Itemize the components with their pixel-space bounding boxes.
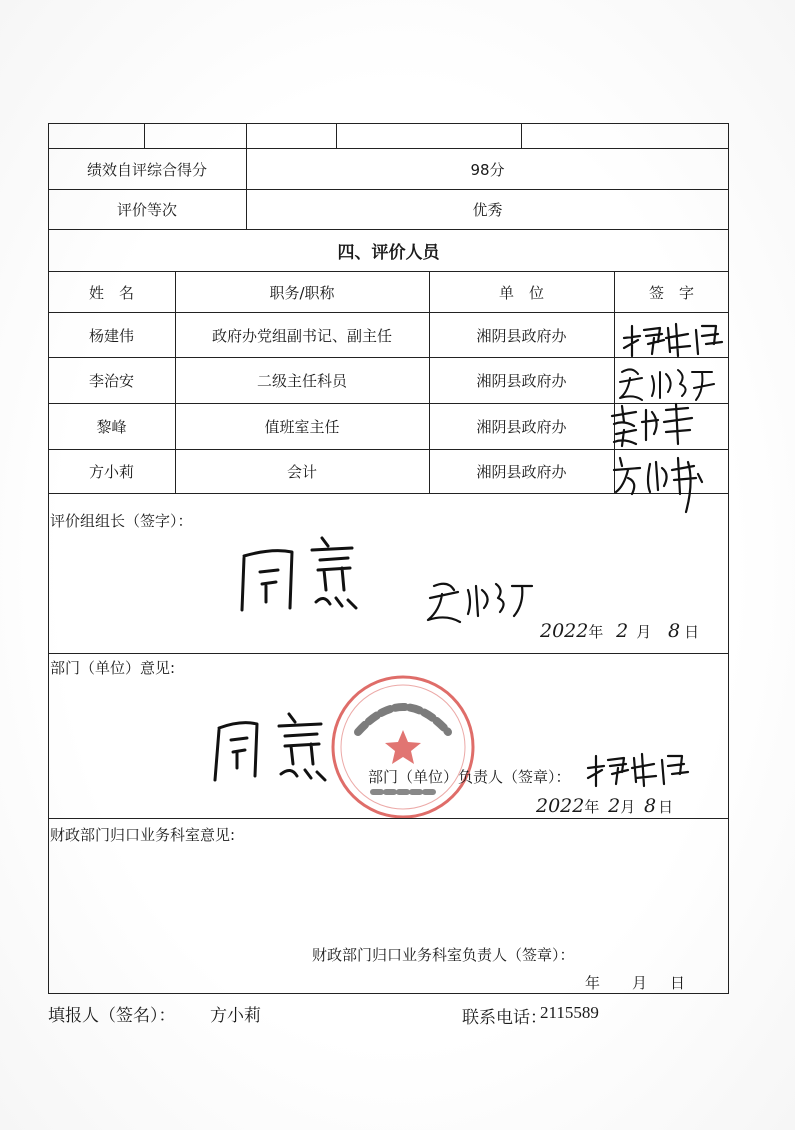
row-divider	[48, 818, 729, 819]
phone-number: 2115589	[540, 1003, 599, 1022]
signature-li-feng	[606, 400, 706, 450]
signature-li-zhian	[612, 362, 717, 404]
row-divider	[48, 653, 729, 654]
signature-group-leader	[420, 572, 540, 627]
staff-title: 二级主任科员	[256, 372, 347, 390]
staff-unit: 湘阴县政府办	[476, 326, 567, 345]
staff-title: 值班室主任	[264, 418, 340, 436]
staff-name: 黎峰	[96, 418, 127, 436]
header-unit: 单 位	[498, 283, 544, 302]
dept-date	[536, 795, 673, 817]
finance-year-label: 年	[585, 974, 601, 992]
header-signature: 签 字	[648, 283, 694, 302]
staff-name: 杨建伟	[88, 326, 134, 345]
approval-handwriting-tongyi	[232, 528, 382, 618]
date-day: 8	[644, 795, 657, 817]
staff-title: 会计	[286, 463, 317, 481]
date-day: 8	[668, 620, 681, 642]
finance-opinion-label: 财政部门归口业务科室意见:	[50, 826, 236, 844]
group-leader-label: 评价组组长（签字）：	[50, 512, 193, 530]
signature-yang-jianwei	[618, 318, 723, 360]
date-year-label: 年	[584, 798, 600, 816]
section-title: 四、评价人员	[337, 243, 440, 263]
staff-name: 李治安	[88, 372, 134, 390]
date-month-label: 月	[620, 798, 636, 816]
date-year: 2022	[540, 620, 589, 642]
date-day-label: 日	[684, 623, 700, 641]
col-divider	[246, 123, 247, 148]
col-divider	[521, 123, 522, 148]
phone-label: 联系电话：	[462, 1008, 547, 1028]
header-title: 职务/职称	[269, 283, 335, 302]
col-divider	[336, 123, 337, 148]
date-month-label: 月	[636, 623, 652, 641]
date-year: 2022	[536, 795, 585, 817]
date-day-label: 日	[658, 798, 674, 816]
staff-title: 政府办党组副书记、副主任	[211, 326, 392, 345]
date-year-label: 年	[588, 623, 604, 641]
header-name: 姓 名	[88, 283, 134, 302]
approval-handwriting-tongyi	[205, 706, 355, 786]
grade-value: 优秀	[472, 201, 503, 219]
finance-responsible-label: 财政部门归口业务科室负责人（签章）：	[312, 946, 575, 964]
dept-opinion-label: 部门（单位）意见:	[50, 659, 176, 677]
staff-unit: 湘阴县政府办	[476, 463, 567, 481]
staff-name: 方小莉	[88, 463, 134, 481]
signature-fang-xiaoli	[610, 452, 715, 517]
date-month: 2	[616, 620, 629, 642]
finance-day-label: 日	[670, 974, 686, 992]
signature-dept-head	[582, 748, 692, 790]
staff-unit: 湘阴县政府办	[476, 418, 567, 436]
score-label: 绩效自评综合得分	[86, 160, 207, 179]
col-divider	[144, 123, 145, 148]
date-month: 2	[608, 795, 621, 817]
filler-name: 方小莉	[210, 1006, 261, 1026]
grade-label: 评价等次	[116, 201, 177, 219]
score-value: 98分	[470, 160, 505, 179]
group-leader-date	[540, 620, 699, 642]
staff-unit: 湘阴县政府办	[476, 372, 567, 390]
filler-label: 填报人（签名）：	[48, 1006, 176, 1026]
dept-responsible-label: 部门（单位）负责人（签章）：	[368, 768, 571, 786]
finance-month-label: 月	[632, 974, 648, 992]
